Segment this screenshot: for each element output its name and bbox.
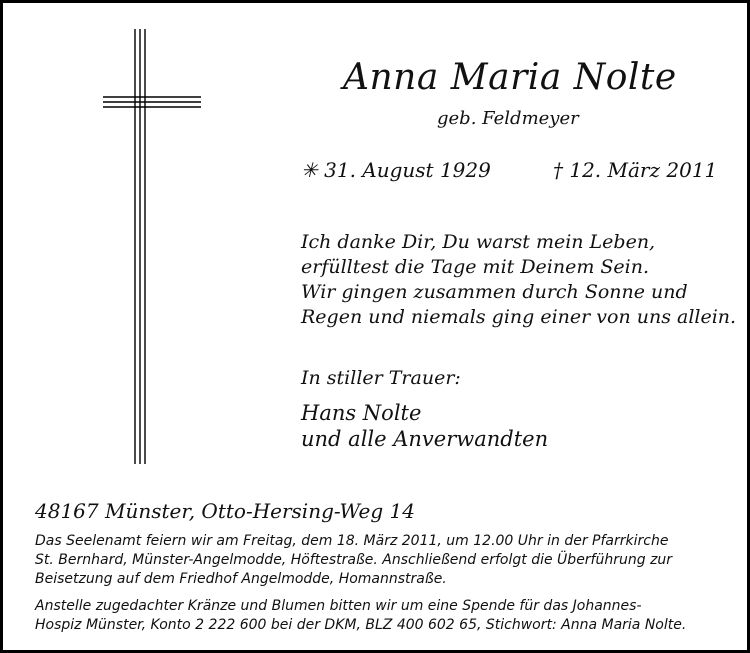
- service-details: [35, 532, 672, 589]
- verse-line: Regen und niemals ging einer von uns allein.: [301, 306, 737, 328]
- service-line: St. Bernhard, Münster-Angelmodde, Höftestraße. Anschließend erfolgt die Überführung zur: [35, 552, 673, 568]
- deceased-name: Anna Maria Nolte: [343, 57, 677, 98]
- mourners-list: [301, 400, 548, 452]
- birth-date: 31. August 1929: [324, 158, 491, 182]
- verse-line: Wir gingen zusammen durch Sonne und: [301, 281, 688, 303]
- family-address: 48167 Münster, Otto-Hersing-Weg 14: [35, 499, 415, 523]
- birth-date-line: [301, 158, 491, 182]
- death-dagger-icon: †: [553, 158, 563, 182]
- death-date: 12. März 2011: [569, 158, 718, 182]
- mourning-label: In stiller Trauer:: [301, 367, 461, 389]
- donation-request: [35, 597, 686, 635]
- mourner: Hans Nolte: [301, 401, 422, 425]
- verse-line: erfülltest die Tage mit Deinem Sein.: [301, 256, 650, 278]
- maiden-name: geb. Feldmeyer: [437, 108, 579, 129]
- donation-line: Anstelle zugedachter Kränze und Blumen bitten wir um eine Spende für das Johannes-: [35, 598, 642, 614]
- service-line: Beisetzung auf dem Friedhof Angelmodde, Homannstraße.: [35, 571, 447, 587]
- mourner: und alle Anverwandten: [301, 427, 549, 451]
- birth-star-icon: ✳: [301, 158, 318, 182]
- memorial-verse: [301, 230, 736, 330]
- death-date-line: [553, 158, 717, 182]
- verse-line: Ich danke Dir, Du warst mein Leben,: [301, 231, 656, 253]
- service-line: Das Seelenamt feiern wir am Freitag, dem 18. März 2011, um 12.00 Uhr in der Pfarrkirche: [35, 533, 669, 549]
- donation-line: Hospiz Münster, Konto 2 222 600 bei der DKM, BLZ 400 602 65, Stichwort: Anna Maria Nolte.: [35, 617, 687, 633]
- latin-cross-icon: [103, 29, 203, 464]
